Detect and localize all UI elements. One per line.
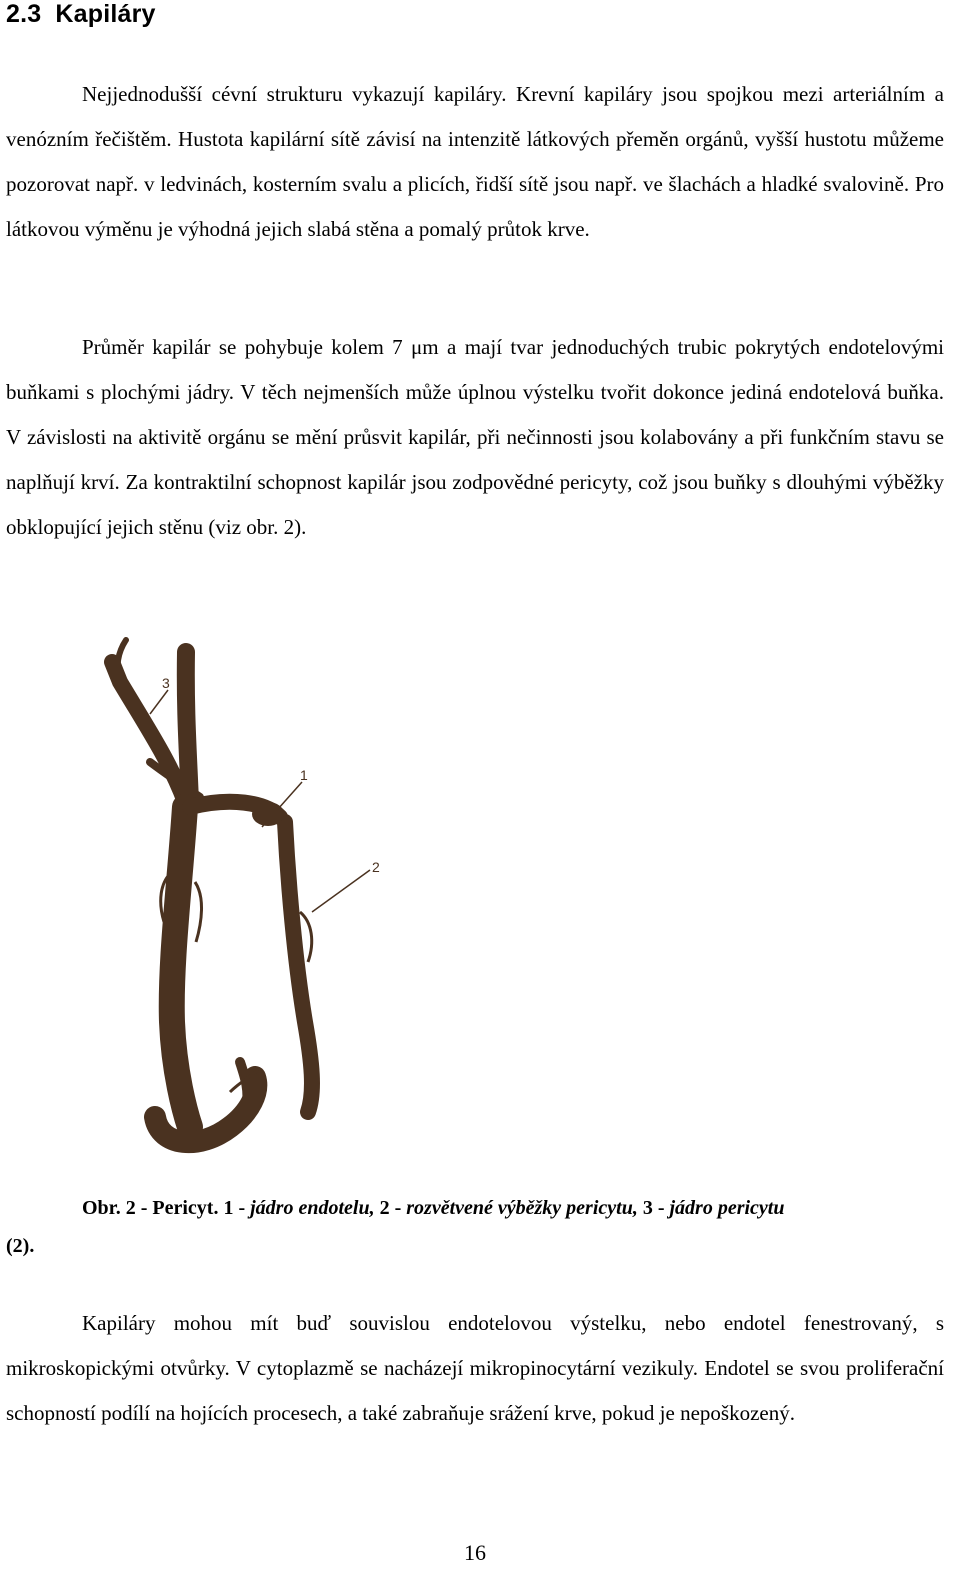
pericyte-illustration xyxy=(90,622,400,1162)
paragraph-intro xyxy=(6,72,944,252)
caption-reference: (2). xyxy=(6,1235,35,1257)
caption-num-3: 3 xyxy=(642,1197,653,1219)
caption-lead: Obr. 2 - Pericyt xyxy=(82,1197,214,1219)
page-number: 16 xyxy=(464,1540,486,1565)
paragraph-pericytes xyxy=(6,325,944,550)
section-number: 2.3 xyxy=(6,0,42,28)
figure-caption: Obr. 2 - Pericyt. 1 - jádro endotelu, 2 - rozvětvené výběžky pericytu, 3 - jádro pericytu xyxy=(82,1197,785,1219)
caption-text-2: rozvětvené výběžky pericytu, xyxy=(406,1197,638,1219)
paragraph-intro-text: Nejjednodušší cévní strukturu vykazují kapiláry. Krevní kapiláry jsou spojkou mezi arteriálním a venózním řečištěm. Hustota kapilární sítě závisí na intenzitě látkových přeměn orgánů, vyšší hustotu můžeme pozorovat např. v ledvinách, kosterním svalu a plicích, řidší sítě jsou např. ve šlachách a hladké svalovině. Pro látkovou výměnu je výhodná jejich slabá stěna a pomalý průtok krve. xyxy=(6,82,944,241)
figure-label-2: 2 xyxy=(372,859,380,875)
caption-text-3: jádro pericytu xyxy=(669,1197,785,1219)
caption-num-1: 1 xyxy=(223,1197,234,1219)
caption-num-2: 2 xyxy=(379,1197,390,1219)
paragraph-pericytes-text: Průměr kapilár se pohybuje kolem 7 μm a mají tvar jednoduchých trubic pokrytých endotelovými buňkami s plochými jádry. V těch nejmenších může úplnou výstelku tvořit dokonce jediná endotelová buňka. V závislosti na aktivitě orgánu se mění průsvit kapilár, při nečinnosti jsou kolabovány a při funkčním stavu se naplňují krví. Za kontraktilní schopnost kapilár jsou zodpovědné pericyty, což jsou buňky s dlouhými výběžky obklopující jejich stěnu (viz obr. 2). xyxy=(6,335,944,539)
paragraph-endothelium xyxy=(6,1301,944,1436)
caption-text-1: jádro endotelu, xyxy=(250,1197,375,1219)
section-heading xyxy=(6,0,156,29)
paragraph-endothelium-text: Kapiláry mohou mít buď souvislou endotelovou výstelku, nebo endotel fenestrovaný, s mikroskopickými otvůrky. V cytoplazmě se nacházejí mikropinocytární vezikuly. Endotel se svou proliferační schopností podílí na hojících procesech, a také zabraňuje srážení krve, pokud je nepoškozený. xyxy=(6,1311,944,1425)
pericyte-drawing xyxy=(90,622,400,1162)
figure-label-1: 1 xyxy=(300,767,308,783)
figure-label-3: 3 xyxy=(162,675,170,691)
section-title: Kapiláry xyxy=(55,0,156,28)
